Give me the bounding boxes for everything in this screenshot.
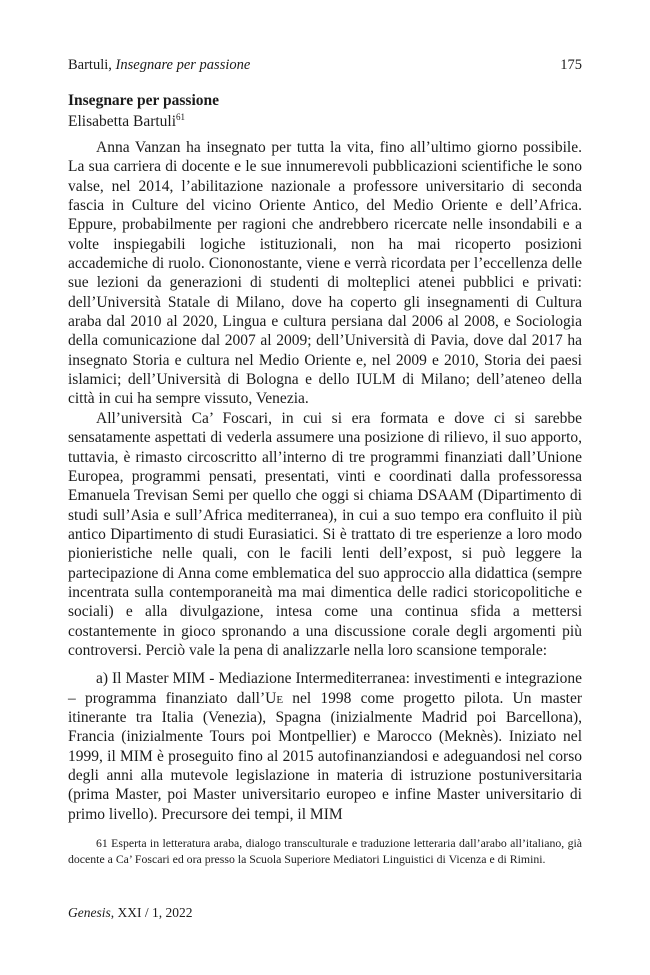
author-name: Elisabetta Bartuli: [68, 113, 177, 130]
article-body: [68, 138, 582, 824]
footnote: [68, 836, 582, 867]
body-list-item-a: [68, 669, 582, 824]
page-number: 175: [560, 57, 582, 73]
running-head: [68, 56, 582, 74]
body-paragraph-2: All’università Ca’ Foscari, in cui si era formata e dove ci si sarebbe sensatamente aspettati di vederla assumere una posizione di rilievo, il suo apporto, tuttavia, è rimasto circoscritto all’interno di tre programmi finanziati dall’Unione Europea, programmi pensati, presentati, vinti e coordinati dalla professoressa Emanuela Trevisan Semi per quello che oggi si chiama DSAAM (Dipartimento di studi sull’Asia e sull’Africa mediterranea), in cui a suo tempo era confluito il più antico Dipartimento di studi Eurasiatici. Si è trattato di tre esperienze a loro modo pionieristiche nelle quali, con le facili lenti dell’expost, si può leggere la partecipazione di Anna come emblematica del suo approccio alla didattica (sempre incentrata sulla contemporaneità ma mai dimentica delle radici storicopolitiche e sociali) e alla divulgazione, intesa come una continua sfida a mettersi costantemente in gioco spronando a una discussione corale degli argomenti più controversi. Perciò vale la pena di analizzarle nella loro scansione temporale:: [68, 409, 582, 659]
journal-issue: , XXI / 1, 2022: [110, 905, 193, 920]
article-title: Insegnare per passione: [68, 92, 220, 109]
body-paragraph-1: Anna Vanzan ha insegnato per tutta la vita, fino all’ultimo giorno possibile. La sua carriera di docente e le sue innumerevoli pubblicazioni scientifiche le sono valse, nel 2014, l’abilitazione nazionale a professore universitario di seconda fascia in Culture del vicino Oriente Antico, del Medio Oriente e dell’Africa. Eppure, probabilmente per ragioni che andrebbero ricercate nelle insondabili e a volte inspiegabili logiche istituzionali, non ha mai ricoperto posizioni accademiche di ruolo. Ciononostante, viene e verrà ricordata per l’eccellenza delle sue lezioni da generazioni di studenti di molteplici atenei pubblici e privati: dell’Università Statale di Milano, dove ha coperto gli insegnamenti di Cultura araba dal 2010 al 2020, Lingua e cultura persiana dal 2006 al 2008, e Sociologia della comunicazione dal 2007 al 2009; dell’Università di Pavia, dove dal 2017 ha insegnato Storia e cultura nel Medio Oriente e, nel 2009 e 2010, Storia dei paesi islamici; dell’Università di Bologna e dello IULM di Milano; dell’ateneo della città in cui ha sempre vissuto, Venezia.: [68, 139, 582, 408]
running-head-title: [68, 56, 250, 74]
list-item-a-abbreviation: Ue: [265, 689, 284, 707]
article-header: [68, 90, 582, 132]
footnote-marker: 61: [176, 112, 186, 122]
footnote-text: 61 Esperta in letteratura araba, dialogo transculturale e traduzione letteraria dall’arabo all’italiano, già docente a Ca’ Foscari ed ora presso la Scuola Superiore Mediatori Linguistici di Vicenza e di Rimini.: [68, 836, 582, 866]
list-item-a-text-end: nel 1998 come progetto pilota. Un master itinerante tra Italia (Venezia), Spagna (inizialmente Madrid poi Barcellona), Francia (inizialmente Tours poi Montpellier) e Marocco (Meknès). Iniziato nel 1999, il MIM è proseguito fino al 2015 autofinanziandosi e adeguandosi nel corso degli anni alla mutevole legislazione in materia di istruzione postuniversitaria (prima Master, poi Master universitario europeo e infine Master universitario di primo livello). Precursore dei tempi, il MIM: [68, 689, 583, 823]
running-head-article-title: Insegnare per passione: [115, 57, 251, 73]
running-head-author: Bartuli,: [68, 57, 116, 73]
list-item-a-text-start: a) Il Master MIM - Mediazione Intermediterranea: investimenti e integrazione – programma finanziato dall’: [68, 670, 582, 707]
page-footer: [68, 904, 193, 922]
journal-name: Genesis: [68, 905, 111, 920]
article-author: [68, 111, 582, 132]
